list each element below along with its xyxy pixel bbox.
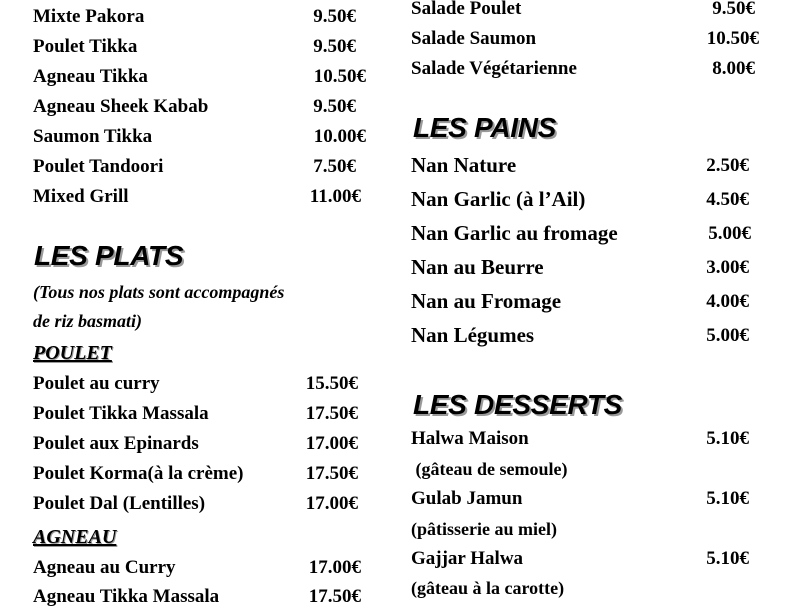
menu-item-name: Saumon Tikka [33, 126, 153, 147]
menu-item-price: 17.50€ [308, 586, 361, 607]
menu-item-name: Nan Légumes [411, 323, 535, 347]
menu-item-name: Mixed Grill [33, 186, 129, 207]
menu-item-name: Nan Nature [411, 153, 517, 177]
menu-item-price: 17.50€ [305, 403, 358, 424]
menu-item-price: 5.10€ [706, 428, 749, 449]
menu-item-price: 17.00€ [308, 557, 361, 578]
menu-item-name: Nan Garlic au fromage [411, 221, 618, 245]
menu-item-name: Poulet aux Epinards [33, 433, 199, 454]
menu-item-price: 7.50€ [313, 156, 356, 177]
menu-item-name: Poulet Korma(à la crème) [33, 463, 244, 484]
menu-item-price: 5.10€ [706, 548, 749, 569]
menu-item-price: 17.50€ [305, 463, 358, 484]
menu-item-price: 9.50€ [712, 0, 755, 19]
menu-item-price: 17.00€ [305, 433, 358, 454]
section-heading-pains: LES PAINS [413, 112, 557, 143]
menu-item-name: Nan au Fromage [411, 289, 562, 313]
menu-item-name: Salade Végétarienne [411, 58, 577, 79]
menu-item-price: 15.50€ [305, 373, 358, 394]
menu-item-price: 9.50€ [313, 6, 356, 27]
menu-item-price: 2.50€ [706, 155, 749, 176]
plats-note-line2: de riz basmati) [33, 311, 143, 331]
menu-item-name: Agneau au Curry [33, 557, 176, 578]
menu-item-price: 9.50€ [313, 96, 356, 117]
dessert-description: (gâteau à la carotte) [411, 578, 565, 598]
section-heading-plats: LES PLATS [34, 240, 184, 271]
menu-item-name: Poulet Tikka [33, 36, 138, 57]
menu-item-name: Mixte Pakora [33, 6, 145, 27]
menu-item-name: Halwa Maison [411, 428, 529, 449]
menu-item-price: 5.00€ [708, 223, 751, 244]
menu-item-price: 9.50€ [313, 36, 356, 57]
menu-item-name: Poulet Tikka Massala [33, 403, 209, 424]
plats-note-line1: (Tous nos plats sont accompagnés [33, 282, 285, 302]
menu-item-price: 8.00€ [712, 58, 755, 79]
dessert-description: (pâtisserie au miel) [411, 519, 557, 539]
menu-item-name: Poulet au curry [33, 373, 160, 394]
menu-item-name: Nan au Beurre [411, 255, 544, 279]
menu-item-price: 17.00€ [305, 493, 358, 514]
menu-item-name: Gulab Jamun [411, 488, 523, 509]
menu-item-price: 10.00€ [313, 126, 366, 147]
section-heading-desserts: LES DESSERTS [413, 389, 623, 420]
menu-item-price: 5.00€ [706, 325, 749, 346]
menu-item-name: Poulet Tandoori [33, 156, 164, 177]
menu-item-name: Poulet Dal (Lentilles) [33, 493, 206, 514]
menu-item-price: 10.50€ [313, 66, 366, 87]
menu-item-price: 10.50€ [706, 28, 759, 49]
menu-item-price: 4.50€ [706, 189, 749, 210]
menu-item-price: 5.10€ [706, 488, 749, 509]
menu-item-name: Agneau Tikka [33, 66, 148, 87]
menu-item-name: Gajjar Halwa [411, 548, 524, 569]
subheading-agneau: AGNEAU [33, 526, 117, 548]
menu-item-name: Agneau Tikka Massala [33, 586, 220, 607]
menu-item-price: 4.00€ [706, 291, 749, 312]
subheading-poulet: POULET [33, 342, 112, 364]
menu-item-name: Agneau Sheek Kabab [33, 96, 209, 117]
menu-item-name: Salade Poulet [411, 0, 522, 19]
dessert-description: (gâteau de semoule) [411, 459, 568, 479]
menu-item-name: Nan Garlic (à l’Ail) [411, 187, 586, 211]
menu-item-name: Salade Saumon [411, 28, 537, 49]
menu-item-price: 11.00€ [309, 186, 361, 207]
menu-item-price: 3.00€ [706, 257, 749, 278]
